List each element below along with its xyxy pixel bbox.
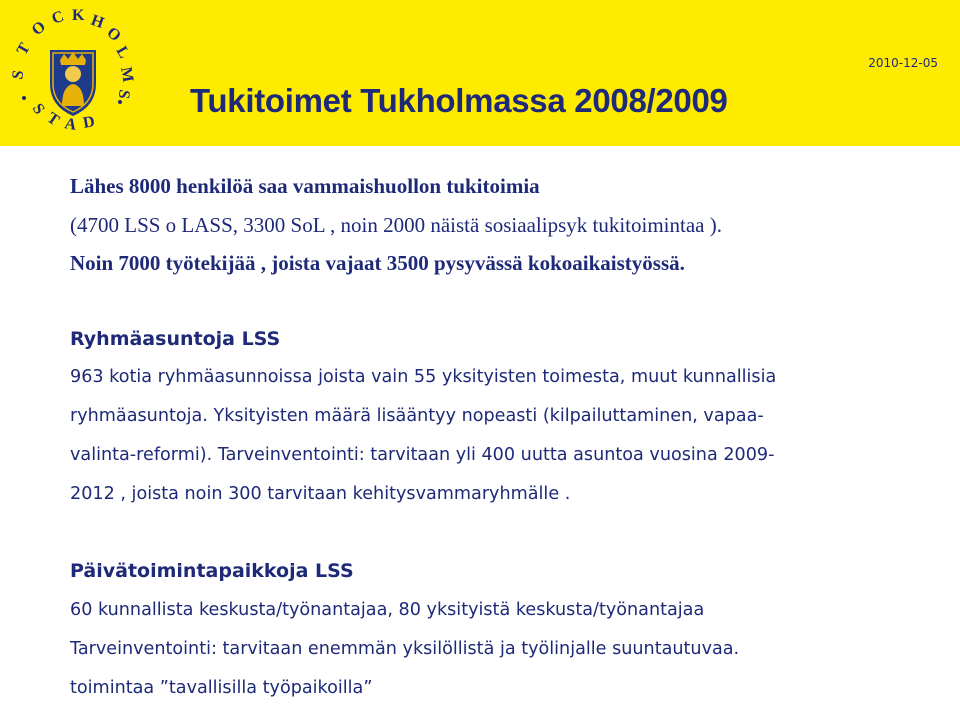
svg-text:S: S — [114, 88, 133, 101]
svg-text:S: S — [28, 100, 48, 118]
section-body-day-activities — [70, 591, 935, 708]
svg-text:L: L — [112, 43, 133, 62]
section1-line-1: 963 kotia ryhmäasunnoissa joista vain 55 yksityisten toimesta, muut kunnallisia — [70, 367, 777, 387]
section2-line-3: toimintaa ”tavallisilla työpaikoilla” — [70, 678, 373, 698]
section-heading-group-homes: Ryhmäasuntoja LSS — [70, 328, 281, 350]
section1-line-4: 2012 , joista noin 300 tarvitaan kehitysvammaryhmälle . — [70, 484, 571, 504]
svg-text:D: D — [81, 113, 97, 132]
svg-text:M: M — [117, 65, 137, 84]
intro-line-3: Noin 7000 työtekijää , joista vajaat 3500 pysyvässä kokoaikaistyössä. — [70, 251, 685, 275]
page-title: Tukitoimet Tukholmassa 2008/2009 — [190, 82, 728, 119]
section2-line-2: Tarveinventointi: tarvitaan enemmän yksilöllistä ja työlinjalle suuntautuvaa. — [70, 639, 740, 659]
section1-line-3: valinta-reformi). Tarveinventointi: tarvitaan yli 400 uutta asuntoa vuosina 2009- — [70, 445, 775, 465]
header-banner — [0, 0, 960, 146]
stockholm-city-logo — [2, 2, 144, 144]
intro-line-1: Lähes 8000 henkilöä saa vammaishuollon tukitoimia — [70, 174, 540, 198]
section2-line-1: 60 kunnallista keskusta/työnantajaa, 80 yksityistä keskusta/työnantajaa — [70, 600, 705, 620]
svg-text:K: K — [72, 7, 85, 24]
svg-text:A: A — [63, 115, 78, 134]
intro-line-2: (4700 LSS o LASS, 3300 SoL , noin 2000 näistä sosiaalipsyk tukitoimintaa ). — [70, 213, 722, 237]
svg-text:O: O — [103, 24, 124, 46]
svg-text:S: S — [9, 68, 28, 81]
date-label: 2010-12-05 — [868, 56, 938, 70]
section-heading-day-activities: Päivätoimintapaikkoja LSS — [70, 560, 354, 582]
svg-text:C: C — [49, 7, 67, 28]
svg-text:T: T — [13, 40, 34, 58]
svg-text:H: H — [88, 11, 107, 33]
section1-line-2: ryhmäasuntoja. Yksityisten määrä lisääntyy nopeasti (kilpailuttaminen, vapaa- — [70, 406, 764, 426]
svg-text:O: O — [28, 18, 50, 40]
svg-text:T: T — [43, 109, 63, 130]
section-body-group-homes — [70, 358, 935, 514]
